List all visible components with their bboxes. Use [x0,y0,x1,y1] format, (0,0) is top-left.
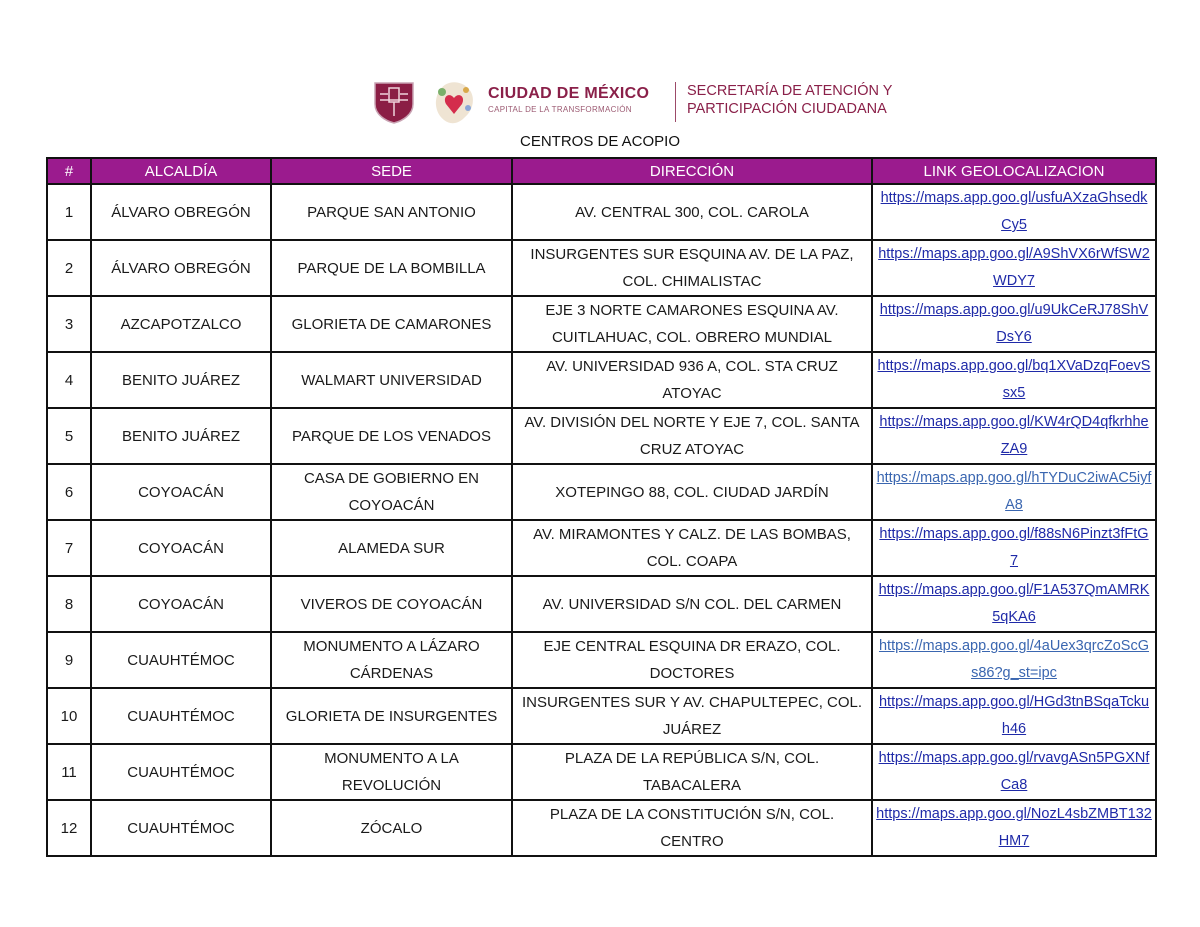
table-row [47,744,1156,800]
brand [488,85,649,114]
cell-direccion: EJE CENTRAL ESQUINA DR ERAZO, COL. DOCTORES [512,632,872,688]
table-row [47,296,1156,352]
cell-link[interactable]: https://maps.app.goo.gl/KW4rQD4qfkrhheZA9 [872,408,1156,464]
table-row [47,632,1156,688]
cell-direccion: INSURGENTES SUR Y AV. CHAPULTEPEC, COL. JUÁREZ [512,688,872,744]
cell-link[interactable]: https://maps.app.goo.gl/usfuAXzaGhsedkCy5 [872,184,1156,240]
table-row [47,688,1156,744]
cell-direccion: AV. MIRAMONTES Y CALZ. DE LAS BOMBAS, COL. COAPA [512,520,872,576]
cell-sede: ZÓCALO [271,800,512,856]
column-header-num: # [47,158,91,184]
cell-link[interactable]: https://maps.app.goo.gl/rvavgASn5PGXNfCa8 [872,744,1156,800]
cell-direccion: AV. UNIVERSIDAD S/N COL. DEL CARMEN [512,576,872,632]
cell-alcaldia: CUAUHTÉMOC [91,688,271,744]
cell-alcaldia: COYOACÁN [91,576,271,632]
centros-table [46,157,1157,857]
table-row [47,520,1156,576]
cell-link[interactable]: https://maps.app.goo.gl/u9UkCeRJ78ShVDsY6 [872,296,1156,352]
cdmx-shield-logo [372,80,416,124]
table-row [47,800,1156,856]
cell-direccion: INSURGENTES SUR ESQUINA AV. DE LA PAZ, COL. CHIMALISTAC [512,240,872,296]
table-header-row [47,158,1156,184]
column-header-direccion: DIRECCIÓN [512,158,872,184]
cell-alcaldia: AZCAPOTZALCO [91,296,271,352]
cell-num: 8 [47,576,91,632]
table-row [47,352,1156,408]
cell-direccion: PLAZA DE LA CONSTITUCIÓN S/N, COL. CENTRO [512,800,872,856]
cell-link[interactable]: https://maps.app.goo.gl/F1A537QmAMRK5qKA6 [872,576,1156,632]
cell-alcaldia: BENITO JUÁREZ [91,352,271,408]
cell-num: 10 [47,688,91,744]
cell-num: 4 [47,352,91,408]
page-title: CENTROS DE ACOPIO [519,133,681,150]
cell-alcaldia: COYOACÁN [91,520,271,576]
cell-alcaldia: ÁLVARO OBREGÓN [91,240,271,296]
cell-num: 1 [47,184,91,240]
table-row [47,240,1156,296]
cell-alcaldia: COYOACÁN [91,464,271,520]
cell-sede: PARQUE DE LOS VENADOS [271,408,512,464]
brand-sub: CAPITAL DE LA TRANSFORMACIÓN [488,105,632,114]
cell-num: 9 [47,632,91,688]
cell-link[interactable]: https://maps.app.goo.gl/4aUex3qrcZoScGs86?g_st=ipc [872,632,1156,688]
cell-sede: MONUMENTO A LÁZARO CÁRDENAS [271,632,512,688]
cell-alcaldia: CUAUHTÉMOC [91,632,271,688]
table-row [47,464,1156,520]
column-header-alcaldia: ALCALDÍA [91,158,271,184]
cell-sede: PARQUE SAN ANTONIO [271,184,512,240]
cell-num: 2 [47,240,91,296]
brand-main: CIUDAD DE MÉXICO [488,85,650,102]
cell-direccion: EJE 3 NORTE CAMARONES ESQUINA AV. CUITLAHUAC, COL. OBRERO MUNDIAL [512,296,872,352]
cell-direccion: XOTEPINGO 88, COL. CIUDAD JARDÍN [512,464,872,520]
cell-alcaldia: BENITO JUÁREZ [91,408,271,464]
secretaria-line-1: SECRETARÍA DE ATENCIÓN Y [687,83,893,99]
cdmx-heart-logo [430,78,478,128]
column-header-link: LINK GEOLOCALIZACION [872,158,1156,184]
cell-sede: WALMART UNIVERSIDAD [271,352,512,408]
cell-sede: GLORIETA DE INSURGENTES [271,688,512,744]
cell-num: 7 [47,520,91,576]
cell-direccion: AV. UNIVERSIDAD 936 A, COL. STA CRUZ ATOYAC [512,352,872,408]
cell-num: 3 [47,296,91,352]
cell-link[interactable]: https://maps.app.goo.gl/f88sN6Pinzt3fFtG7 [872,520,1156,576]
cell-link[interactable]: https://maps.app.goo.gl/bq1XVaDzqFoevSsx5 [872,352,1156,408]
cell-direccion: AV. DIVISIÓN DEL NORTE Y EJE 7, COL. SANTA CRUZ ATOYAC [512,408,872,464]
cell-sede: CASA DE GOBIERNO EN COYOACÁN [271,464,512,520]
cell-sede: VIVEROS DE COYOACÁN [271,576,512,632]
secretaria-name [687,82,892,118]
column-header-sede: SEDE [271,158,512,184]
cell-sede: PARQUE DE LA BOMBILLA [271,240,512,296]
table-row [47,408,1156,464]
cell-alcaldia: ÁLVARO OBREGÓN [91,184,271,240]
cell-link[interactable]: https://maps.app.goo.gl/A9ShVX6rWfSW2WDY7 [872,240,1156,296]
table-row [47,576,1156,632]
cell-alcaldia: CUAUHTÉMOC [91,744,271,800]
table-row [47,184,1156,240]
cell-sede: GLORIETA DE CAMARONES [271,296,512,352]
cell-num: 6 [47,464,91,520]
cell-num: 11 [47,744,91,800]
cell-direccion: AV. CENTRAL 300, COL. CAROLA [512,184,872,240]
cell-link[interactable]: https://maps.app.goo.gl/NozL4sbZMBT132HM7 [872,800,1156,856]
cell-link[interactable]: https://maps.app.goo.gl/hTYDuC2iwAC5iyfA8 [872,464,1156,520]
secretaria-line-2: PARTICIPACIÓN CIUDADANA [687,101,887,117]
cell-sede: ALAMEDA SUR [271,520,512,576]
cell-num: 5 [47,408,91,464]
cell-direccion: PLAZA DE LA REPÚBLICA S/N, COL. TABACALERA [512,744,872,800]
cell-link[interactable]: https://maps.app.goo.gl/HGd3tnBSqaTckuh46 [872,688,1156,744]
document-header [370,78,910,128]
header-divider [675,82,676,122]
cell-sede: MONUMENTO A LA REVOLUCIÓN [271,744,512,800]
cell-num: 12 [47,800,91,856]
cell-alcaldia: CUAUHTÉMOC [91,800,271,856]
